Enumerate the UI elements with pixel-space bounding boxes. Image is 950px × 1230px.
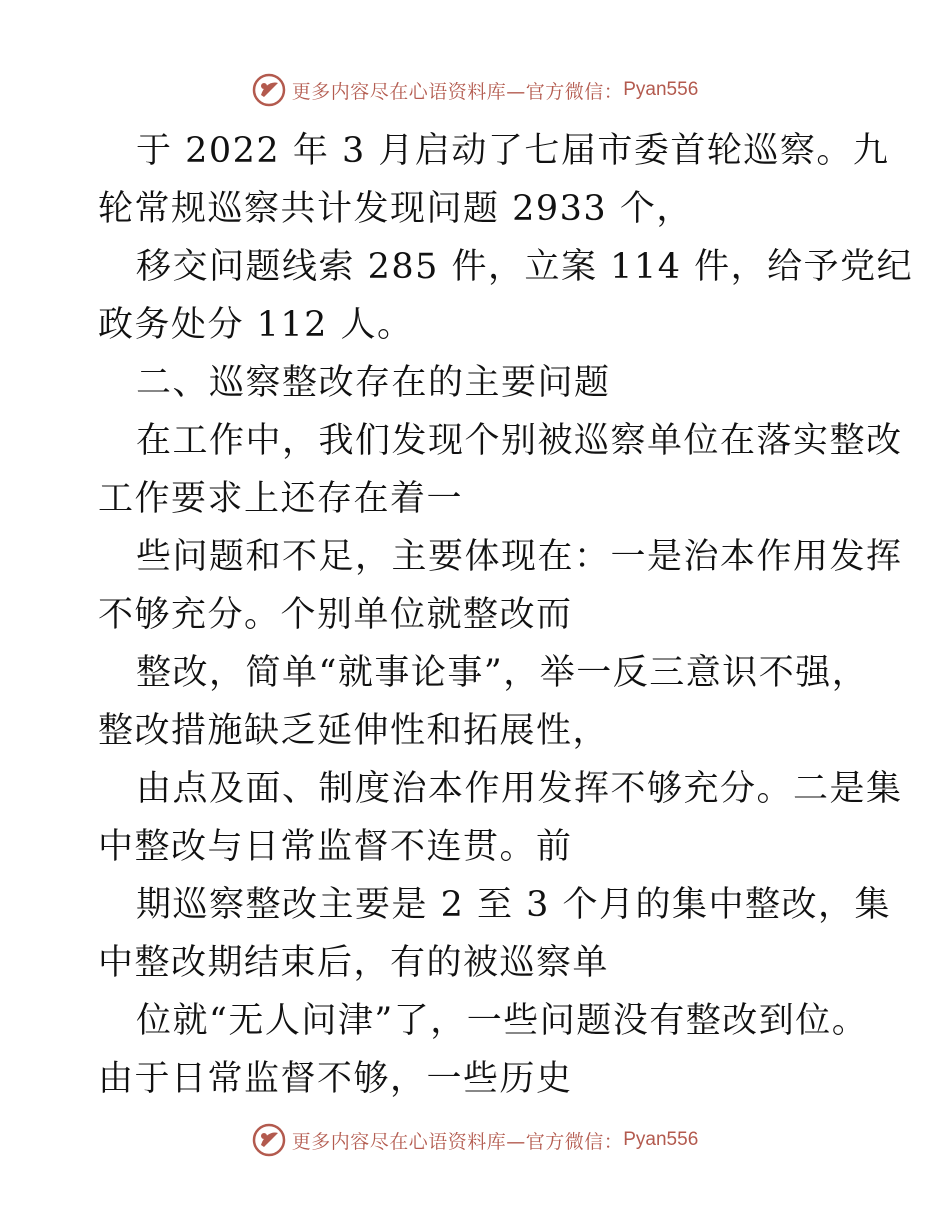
text-line: 整改措施缺乏延伸性和拓展性，: [98, 711, 610, 751]
footer-watermark: [0, 1120, 950, 1160]
watermark-text: 更多内容尽在心语资料库—官方微信：: [291, 1130, 624, 1153]
text-line: 不够充分。个别单位就整改而: [98, 595, 573, 635]
text-line: 工作要求上还存在着一: [98, 479, 464, 519]
text-line: 些问题和不足，主要体现在：一是治本作用发挥: [136, 537, 903, 577]
text-line: 位就“无人问津”了，一些问题没有整改到位。: [136, 1001, 869, 1041]
text-line: 轮常规巡察共计发现问题 2933 个，: [98, 189, 693, 229]
text-line: 在工作中，我们发现个别被巡察单位在落实整改: [136, 421, 903, 461]
watermark-text: 更多内容尽在心语资料库—官方微信：: [291, 80, 624, 103]
text-line: 移交问题线索 285 件，立案 114 件，给予党纪: [136, 247, 914, 287]
text-line: 期巡察整改主要是 2 至 3 个月的集中整改，集: [136, 885, 892, 925]
text-line: 由点及面、制度治本作用发挥不够充分。二是集: [136, 769, 903, 809]
text-line: 中整改期结束后，有的被巡察单: [98, 943, 610, 983]
text-line: 中整改与日常监督不连贯。前: [98, 827, 573, 867]
header-watermark: [0, 70, 950, 110]
watermark-wechat-id: Pyan556: [623, 1129, 699, 1150]
watermark-wechat-id: Pyan556: [623, 79, 699, 100]
text-line: 二、巡察整改存在的主要问题: [136, 363, 611, 403]
text-line: 由于日常监督不够，一些历史: [98, 1059, 573, 1099]
brand-logo-icon: [252, 1123, 286, 1157]
document-body: [98, 122, 914, 1108]
text-line: 整改，简单“就事论事”，举一反三意识不强，: [136, 653, 869, 693]
text-line: 于 2022 年 3 月启动了七届市委首轮巡察。九: [136, 131, 890, 171]
brand-logo-icon: [252, 73, 286, 107]
text-line: 政务处分 112 人。: [98, 305, 414, 345]
